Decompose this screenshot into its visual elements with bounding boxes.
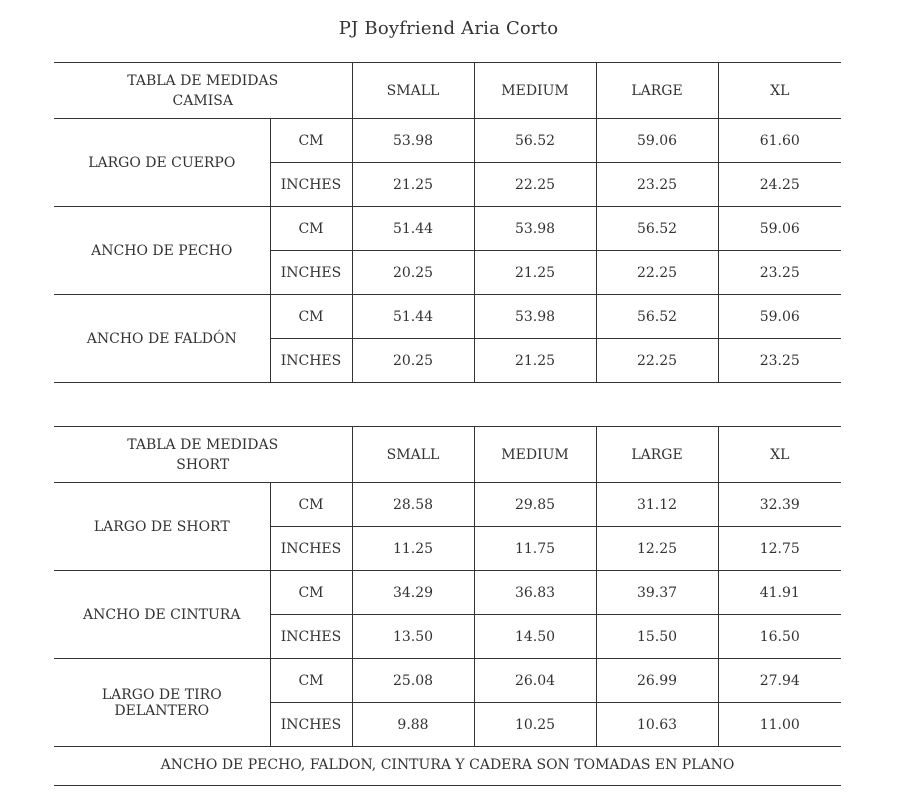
table-title-line2: CAMISA	[172, 92, 233, 109]
value-cell: 10.25	[474, 703, 596, 747]
value-cell: 26.04	[474, 659, 596, 703]
value-cell: 53.98	[474, 295, 596, 339]
unit-label-cm: CM	[270, 659, 352, 703]
measure-label: ANCHO DE CINTURA	[54, 571, 270, 659]
table-title-line2: SHORT	[176, 456, 230, 473]
value-cell: 51.44	[352, 295, 474, 339]
table-header-row	[54, 63, 841, 119]
unit-label-cm: CM	[270, 483, 352, 527]
size-header-medium: MEDIUM	[474, 63, 596, 119]
value-cell: 26.99	[596, 659, 718, 703]
size-header-xl: XL	[718, 63, 841, 119]
unit-label-inches: INCHES	[270, 163, 352, 207]
size-header-small: SMALL	[352, 427, 474, 483]
value-cell: 11.75	[474, 527, 596, 571]
size-header-large: LARGE	[596, 63, 718, 119]
value-cell: 22.25	[596, 339, 718, 383]
unit-label-inches: INCHES	[270, 703, 352, 747]
table-row	[54, 483, 841, 527]
value-cell: 41.91	[718, 571, 841, 615]
value-cell: 32.39	[718, 483, 841, 527]
value-cell: 20.25	[352, 251, 474, 295]
unit-label-inches: INCHES	[270, 251, 352, 295]
table-row	[54, 571, 841, 615]
value-cell: 12.25	[596, 527, 718, 571]
measurement-footnote: ANCHO DE PECHO, FALDON, CINTURA Y CADERA SON TOMADAS EN PLANO	[54, 746, 841, 786]
size-header-small: SMALL	[352, 63, 474, 119]
unit-label-cm: CM	[270, 207, 352, 251]
value-cell: 61.60	[718, 119, 841, 163]
value-cell: 24.25	[718, 163, 841, 207]
measure-label: ANCHO DE PECHO	[54, 207, 270, 295]
value-cell: 59.06	[596, 119, 718, 163]
measure-label: LARGO DE CUERPO	[54, 119, 270, 207]
value-cell: 23.25	[596, 163, 718, 207]
measure-label: LARGO DE TIRO DELANTERO	[54, 659, 270, 747]
unit-label-cm: CM	[270, 571, 352, 615]
value-cell: 36.83	[474, 571, 596, 615]
unit-label-inches: INCHES	[270, 527, 352, 571]
value-cell: 53.98	[474, 207, 596, 251]
value-cell: 22.25	[596, 251, 718, 295]
unit-label-inches: INCHES	[270, 615, 352, 659]
value-cell: 51.44	[352, 207, 474, 251]
size-header-large: LARGE	[596, 427, 718, 483]
unit-label-cm: CM	[270, 119, 352, 163]
value-cell: 25.08	[352, 659, 474, 703]
value-cell: 15.50	[596, 615, 718, 659]
value-cell: 23.25	[718, 339, 841, 383]
measure-label: LARGO DE SHORT	[54, 483, 270, 571]
value-cell: 20.25	[352, 339, 474, 383]
value-cell: 11.25	[352, 527, 474, 571]
table-row	[54, 207, 841, 251]
value-cell: 27.94	[718, 659, 841, 703]
page-title: PJ Boyfriend Aria Corto	[338, 18, 559, 39]
value-cell: 56.52	[474, 119, 596, 163]
value-cell: 56.52	[596, 207, 718, 251]
size-header-xl: XL	[718, 427, 841, 483]
table-title	[54, 63, 352, 119]
value-cell: 31.12	[596, 483, 718, 527]
value-cell: 13.50	[352, 615, 474, 659]
table-title-line1: TABLA DE MEDIDAS	[127, 436, 279, 453]
value-cell: 21.25	[474, 251, 596, 295]
value-cell: 39.37	[596, 571, 718, 615]
value-cell: 16.50	[718, 615, 841, 659]
table-header-row	[54, 427, 841, 483]
size-header-medium: MEDIUM	[474, 427, 596, 483]
camisa-size-table	[54, 62, 841, 383]
value-cell: 22.25	[474, 163, 596, 207]
short-size-table	[54, 426, 841, 747]
unit-label-inches: INCHES	[270, 339, 352, 383]
table-row	[54, 119, 841, 163]
value-cell: 29.85	[474, 483, 596, 527]
value-cell: 14.50	[474, 615, 596, 659]
table-title-line1: TABLA DE MEDIDAS	[127, 72, 279, 89]
value-cell: 28.58	[352, 483, 474, 527]
value-cell: 53.98	[352, 119, 474, 163]
value-cell: 59.06	[718, 207, 841, 251]
value-cell: 21.25	[352, 163, 474, 207]
table-title	[54, 427, 352, 483]
unit-label-cm: CM	[270, 295, 352, 339]
table-row	[54, 295, 841, 339]
value-cell: 56.52	[596, 295, 718, 339]
value-cell: 10.63	[596, 703, 718, 747]
value-cell: 59.06	[718, 295, 841, 339]
table-row	[54, 659, 841, 703]
value-cell: 12.75	[718, 527, 841, 571]
value-cell: 11.00	[718, 703, 841, 747]
value-cell: 9.88	[352, 703, 474, 747]
value-cell: 23.25	[718, 251, 841, 295]
measure-label: ANCHO DE FALDÓN	[54, 295, 270, 383]
value-cell: 21.25	[474, 339, 596, 383]
value-cell: 34.29	[352, 571, 474, 615]
